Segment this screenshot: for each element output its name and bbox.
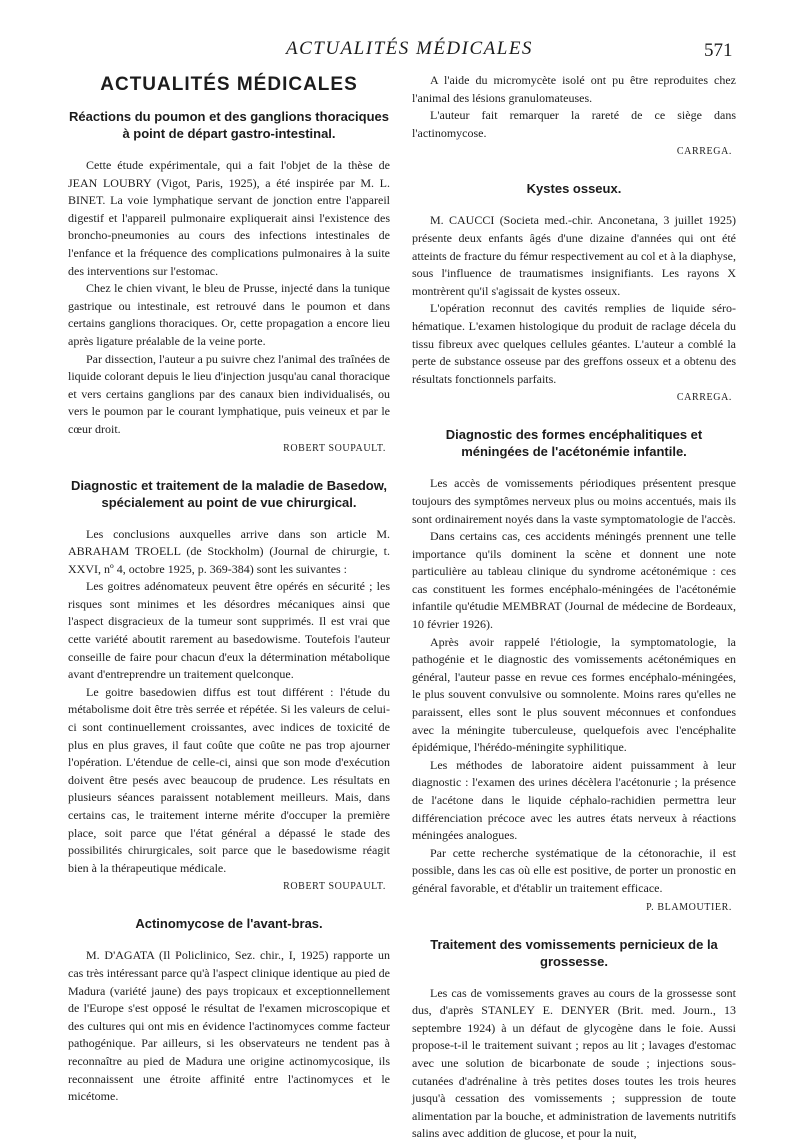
article-title: Diagnostic des formes encéphalitiques et méningées de l'acétonémie infantile. <box>445 427 703 460</box>
article-title: Traitement des vomissements pernicieux de la grossesse. <box>430 936 718 969</box>
article-paragraph: L'opération reconnut des cavités remplies de liquide séro-hématique. L'examen histologique du produit de raclage décela du tissu fibreux avec quelques cellules géantes. L'auteur a comblé la perte de substance osseuse par des greffons osseux et a obtenu des résultats fonctionnels parfaits. <box>412 301 736 386</box>
article-title: Diagnostic et traitement de la maladie de Basedow, spécialement au point de vue chirurgical. <box>71 477 387 510</box>
article-paragraph: Les cas de vomissements graves au cours de la grossesse sont dus, d'après STANLEY E. DENYER (Brit. med. Journ., 13 septembre 1924) à un défaut de glycogène dans le foie. Aussi propose-t-il le traitement suivant ; repos au lit ; lavages d'estomac avec une solution de bicarbonate de soude ; injections sous-cutanées d'adrénaline à très petites doses toutes les trois heures jusqu'à cessation des vomissements ; suppression de toute alimentation par la bouche, et administration de lavements nutritifs salins avec addition de glucose, et pour la nuit, <box>412 985 736 1141</box>
author-signature: ROBERT SOUPAULT. <box>283 881 386 893</box>
article-actinomycose-continued <box>412 72 736 160</box>
article-acetonemie <box>412 426 736 915</box>
article-vomissements-grossesse <box>412 936 736 1143</box>
author-signature: CARREGA. <box>676 146 732 158</box>
page-number: 571 <box>704 40 733 61</box>
article-title: Kystes osseux. <box>526 181 622 197</box>
article-paragraph: Après avoir rappelé l'étiologie, la symptomatologie, la pathogénie et le diagnostic des vomissements acétonémiques en général, l'auteur passe en revue ces formes encéphalo-méningées, le plus souvent convulsive ou somnolente. Moins rares qu'elles ne paraissent, elles sont le plus souvent méconnues et confondues avec la méningite tuberculeuse, quelquefois avec l'encéphalite épidémique, l'hérédo-méningite syphilitique. <box>412 634 736 755</box>
author-signature: P. BLAMOUTIER. <box>646 901 732 913</box>
article-actinomycose <box>68 915 390 1105</box>
right-column <box>412 72 736 1143</box>
article-paragraph: M. CAUCCI (Societa med.-chir. Anconetana, 3 juillet 1925) présente deux enfants âgés d'une dizaine d'années qui ont été atteints de fracture du fémur respectivement au col et à la diaphyse, sous l'influence de traumatismes insignifiants. Les rayons X montrèrent qu'il s'agissait de kystes osseux. <box>412 213 736 298</box>
article-paragraph: Dans certains cas, ces accidents méningés prennent une telle importance qu'ils dominent la scène et donnent une note particulière au tableau clinique du syndrome acétonémique : ces cas constituent les formes encéphalo-méningées de l'acétonémie infantile qu'étudie MEMBRAT (Journal de médecine de Bordeaux, 10 février 1926). <box>412 529 736 632</box>
article-paragraph: Les accès de vomissements périodiques présentent presque toujours des symptômes nerveux plus ou moins accentués, mais ils sont ordinairement noyés dans la vaste symptomatologie de l'accès. <box>412 476 736 526</box>
article-paragraph: Les méthodes de laboratoire aident puissamment à leur diagnostic : l'examen des urines décèlera l'acétonurie ; la présence de l'acétone dans le liquide céphalo-rachidien permettra leur différenciation précoce avec les autres états nerveux à réactions méningées analogues. <box>412 757 736 843</box>
author-signature: ROBERT SOUPAULT. <box>283 442 386 454</box>
article-lung-reactions <box>68 108 390 457</box>
article-title: Actinomycose de l'avant-bras. <box>135 916 323 932</box>
author-signature: CARREGA. <box>676 392 732 404</box>
article-paragraph: Par dissection, l'auteur a pu suivre chez l'animal des traînées de liquide colorant depuis le lieu d'injection jusqu'au canal thoracique et vers certains ganglions par des canaux bien individualisés, ou vers le poumon par le courant lymphatique, puis veineux et par le cœur droit. <box>68 351 390 436</box>
article-basedow <box>68 477 390 896</box>
article-paragraph: Les goitres adénomateux peuvent être opérés en sécurité ; les risques sont minimes et les désordres mécaniques ainsi que l'aspect disgracieux de la tumeur sont supprimés. Il est vrai que cette variété aboutit rarement au basedowisme. Toutefois l'auteur conseille de faire pour chacun d'eux la détermination métabolique avant d'entreprendre un traitement quelconque. <box>68 579 390 682</box>
section-title: ACTUALITÉS MÉDICALES <box>100 74 358 95</box>
article-paragraph: Le goitre basedowien diffus est tout différent : l'étude du métabolisme doit être très serrée et répétée. Si les valeurs de celui-ci sont continuellement croissantes, avec indices de toxicité de plus en plus graves, il faut coûte que coûte ne pas trop ajourner l'opération. L'étendue de celle-ci, ainsi que son mode d'exécution doivent être pesés avec beaucoup de prudence. Les résultats en plusieurs séances paraissent notablement meilleurs. Mais, dans certains cas, le traitement interne mérite d'occuper la première place, soit parce que l'état général a dépassé le stade des possibilités chirurgicales, soit parce que le basedowisme réagit bien à la thérapeutique médicale. <box>68 684 390 875</box>
running-title: ACTUALITÉS MÉDICALES <box>286 38 533 59</box>
article-paragraph: M. D'AGATA (Il Policlinico, Sez. chir., I, 1925) rapporte un cas très intéressant parce qu'à l'aspect clinique identique au pied de Madura (variété jaune) des pays tropicaux et exceptionnellement de l'Europe s'est opposé le résultat de l'examen microscopique et des cultures qui ont mis en évidence l'actinomyces comme facteur pathogénique. Par ailleurs, si les observateurs ne tendent pas à reconnaître au pied de Madura une origine actinomycosique, ils reconnaissent une étroite affinité entre l'actinomyces et le micétome. <box>68 948 390 1104</box>
article-paragraph: L'auteur fait remarquer la rareté de ce siège dans l'actinomycose. <box>412 108 736 140</box>
article-paragraph: Chez le chien vivant, le bleu de Prusse, injecté dans la tunique gastrique ou intestinale, est retrouvé dans le poumon et dans certains ganglions thoraciques. Or, cette propagation a encore lieu après ligature préalable de la veine porte. <box>68 281 390 348</box>
article-paragraph: Par cette recherche systématique de la cétonorachie, il est possible, dans les cas où elle est positive, de porter un pronostic en général favorable, et d'établir un traitement efficace. <box>412 845 736 895</box>
article-kystes-osseux <box>412 180 736 406</box>
article-paragraph: A l'aide du micromycète isolé ont pu être reproduites chez l'animal des lésions granulomateuses. <box>412 73 736 105</box>
article-title: Réactions du poumon et des ganglions thoraciques à point de départ gastro-intestinal. <box>69 109 389 141</box>
left-column <box>68 72 390 1106</box>
article-paragraph: Les conclusions auxquelles arrive dans son article M. ABRAHAM TROELL (de Stockholm) (Journal de chirurgie, t. XXVI, nº 4, octobre 1925, p. 369-384) sont les suivantes : <box>68 526 390 576</box>
article-paragraph: Cette étude expérimentale, qui a fait l'objet de la thèse de JEAN LOUBRY (Vigot, Paris, 1925), a été inspirée par M. L. BINET. La voie lymphatique servant de jonction entre l'appareil digestif et l'appareil pulmonaire expliquerait ainsi l'existence des broncho-pneumonies au cours des infections intestinales de l'enfance et la fréquence des complications pulmonaires à la suite des interventions sur l'estomac. <box>68 158 390 278</box>
